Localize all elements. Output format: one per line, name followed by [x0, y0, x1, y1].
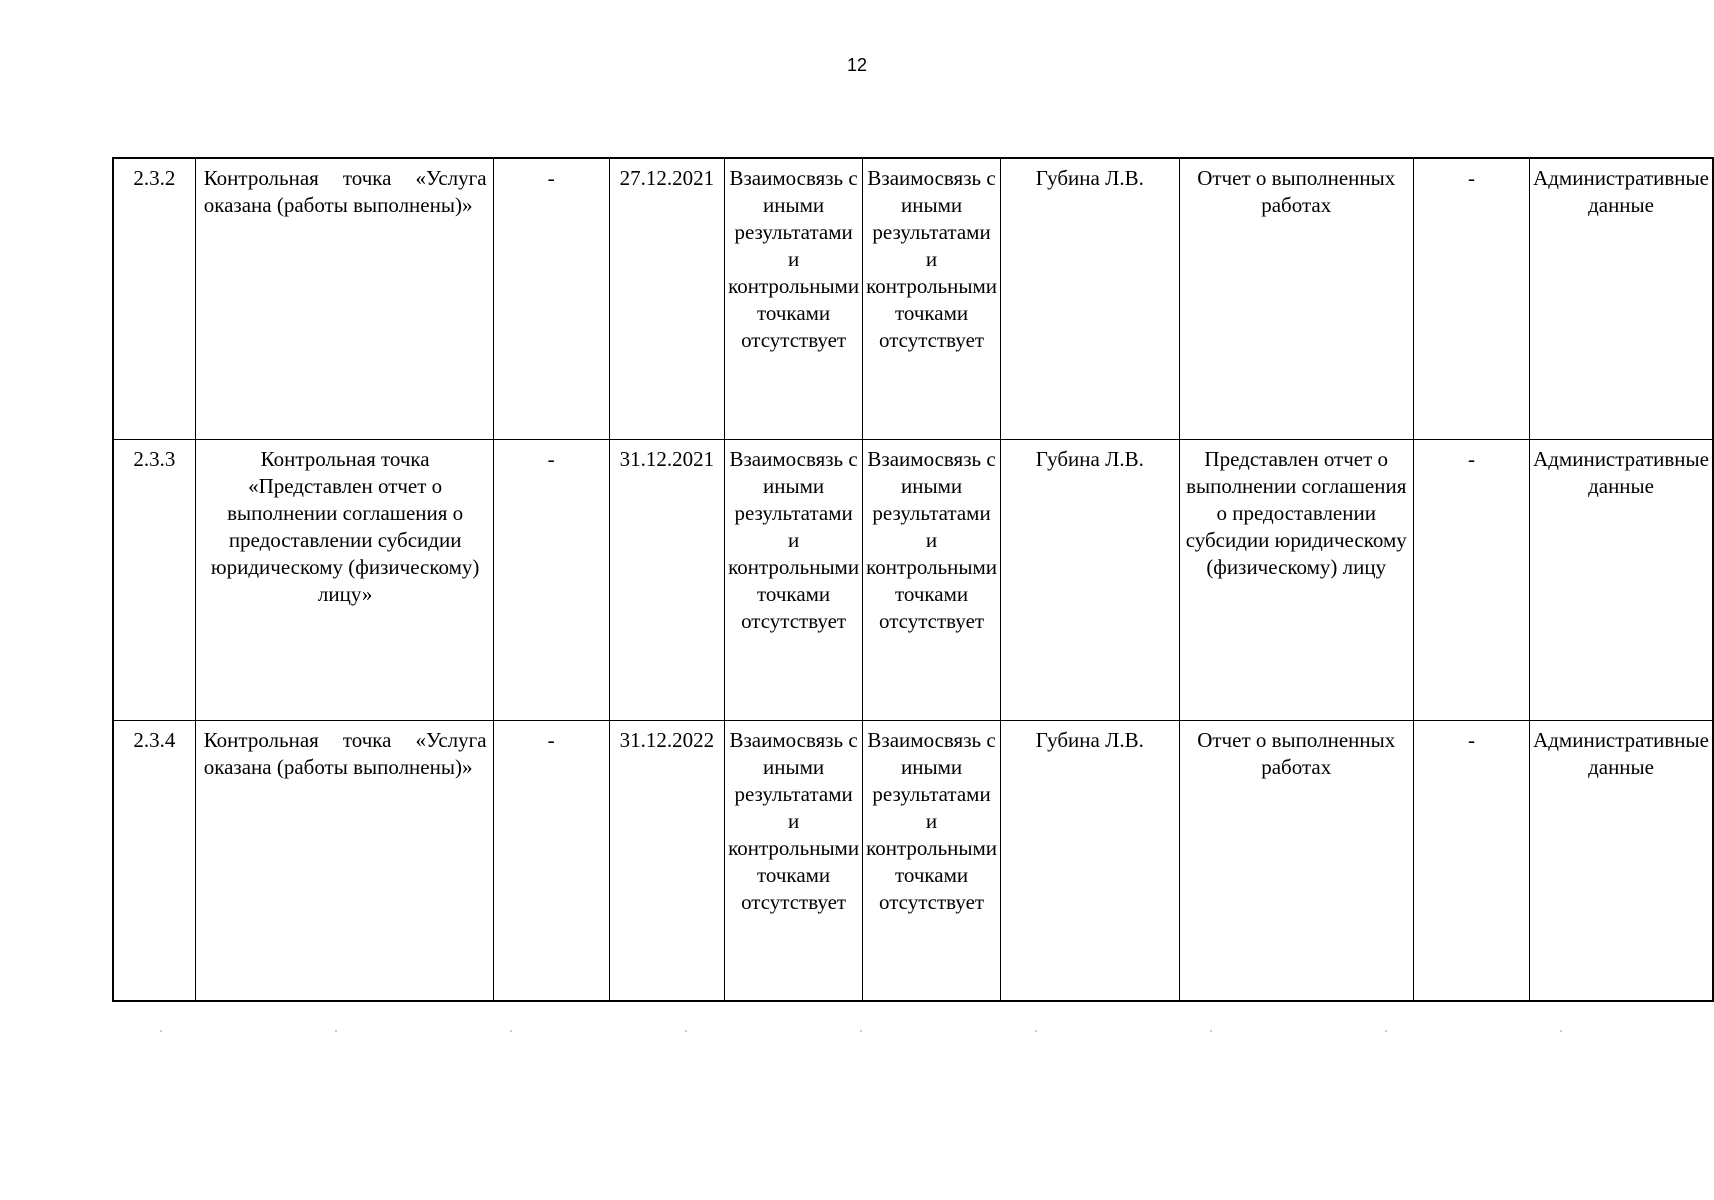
scan-artifact: [1210, 1030, 1212, 1032]
cell-dash: -: [493, 439, 609, 720]
deadline-date: 31.12.2022: [609, 720, 724, 1001]
data-source: Административные данные: [1530, 158, 1713, 439]
cell-dash: -: [493, 158, 609, 439]
result-document: Представлен отчет о выполнении соглашения о предоставлении субсидии юридическому (физическому) лицу: [1179, 439, 1413, 720]
relation-cell: Взаимосвязь с иными результатами и контрольными точками отсутствует: [863, 720, 1001, 1001]
data-source: Административные данные: [1530, 439, 1713, 720]
row-number: 2.3.4: [113, 720, 195, 1001]
cell-dash: -: [1413, 158, 1529, 439]
row-number: 2.3.3: [113, 439, 195, 720]
page-number: 12: [846, 55, 868, 75]
cell-dash: -: [1413, 720, 1529, 1001]
control-point-name: Контрольная точка «Услуга оказана (работы выполнены)»: [195, 158, 493, 439]
table-row: [113, 439, 1713, 720]
scan-artifact: [1385, 1030, 1387, 1032]
relation-cell: Взаимосвязь с иными результатами и контрольными точками отсутствует: [725, 720, 863, 1001]
control-points-table: [112, 157, 1714, 1002]
responsible-person: Губина Л.В.: [1001, 720, 1180, 1001]
responsible-person: Губина Л.В.: [1001, 439, 1180, 720]
table-body: [113, 158, 1713, 1001]
scan-artifact: [1560, 1030, 1562, 1032]
scan-artifact: [160, 1030, 162, 1032]
result-document: Отчет о выполненных работах: [1179, 720, 1413, 1001]
cell-dash: -: [493, 720, 609, 1001]
scan-artifact: [335, 1030, 337, 1032]
result-document: Отчет о выполненных работах: [1179, 158, 1413, 439]
table-row: [113, 720, 1713, 1001]
cell-dash: -: [1413, 439, 1529, 720]
responsible-person: Губина Л.В.: [1001, 158, 1180, 439]
relation-cell: Взаимосвязь с иными результатами и контрольными точками отсутствует: [725, 158, 863, 439]
relation-cell: Взаимосвязь с иными результатами и контрольными точками отсутствует: [725, 439, 863, 720]
deadline-date: 27.12.2021: [609, 158, 724, 439]
scan-artifact: [510, 1030, 512, 1032]
relation-cell: Взаимосвязь с иными результатами и контрольными точками отсутствует: [863, 158, 1001, 439]
scan-artifact: [685, 1030, 687, 1032]
data-source: Административные данные: [1530, 720, 1713, 1001]
control-point-name: Контрольная точка «Услуга оказана (работы выполнены)»: [195, 720, 493, 1001]
control-point-name: Контрольная точка «Представлен отчет о выполнении соглашения о предоставлении субсидии юридическому (физическому) лицу»: [195, 439, 493, 720]
relation-cell: Взаимосвязь с иными результатами и контрольными точками отсутствует: [863, 439, 1001, 720]
scan-artifact: [860, 1030, 862, 1032]
row-number: 2.3.2: [113, 158, 195, 439]
deadline-date: 31.12.2021: [609, 439, 724, 720]
scan-artifact: [1035, 1030, 1037, 1032]
table-row: [113, 158, 1713, 439]
